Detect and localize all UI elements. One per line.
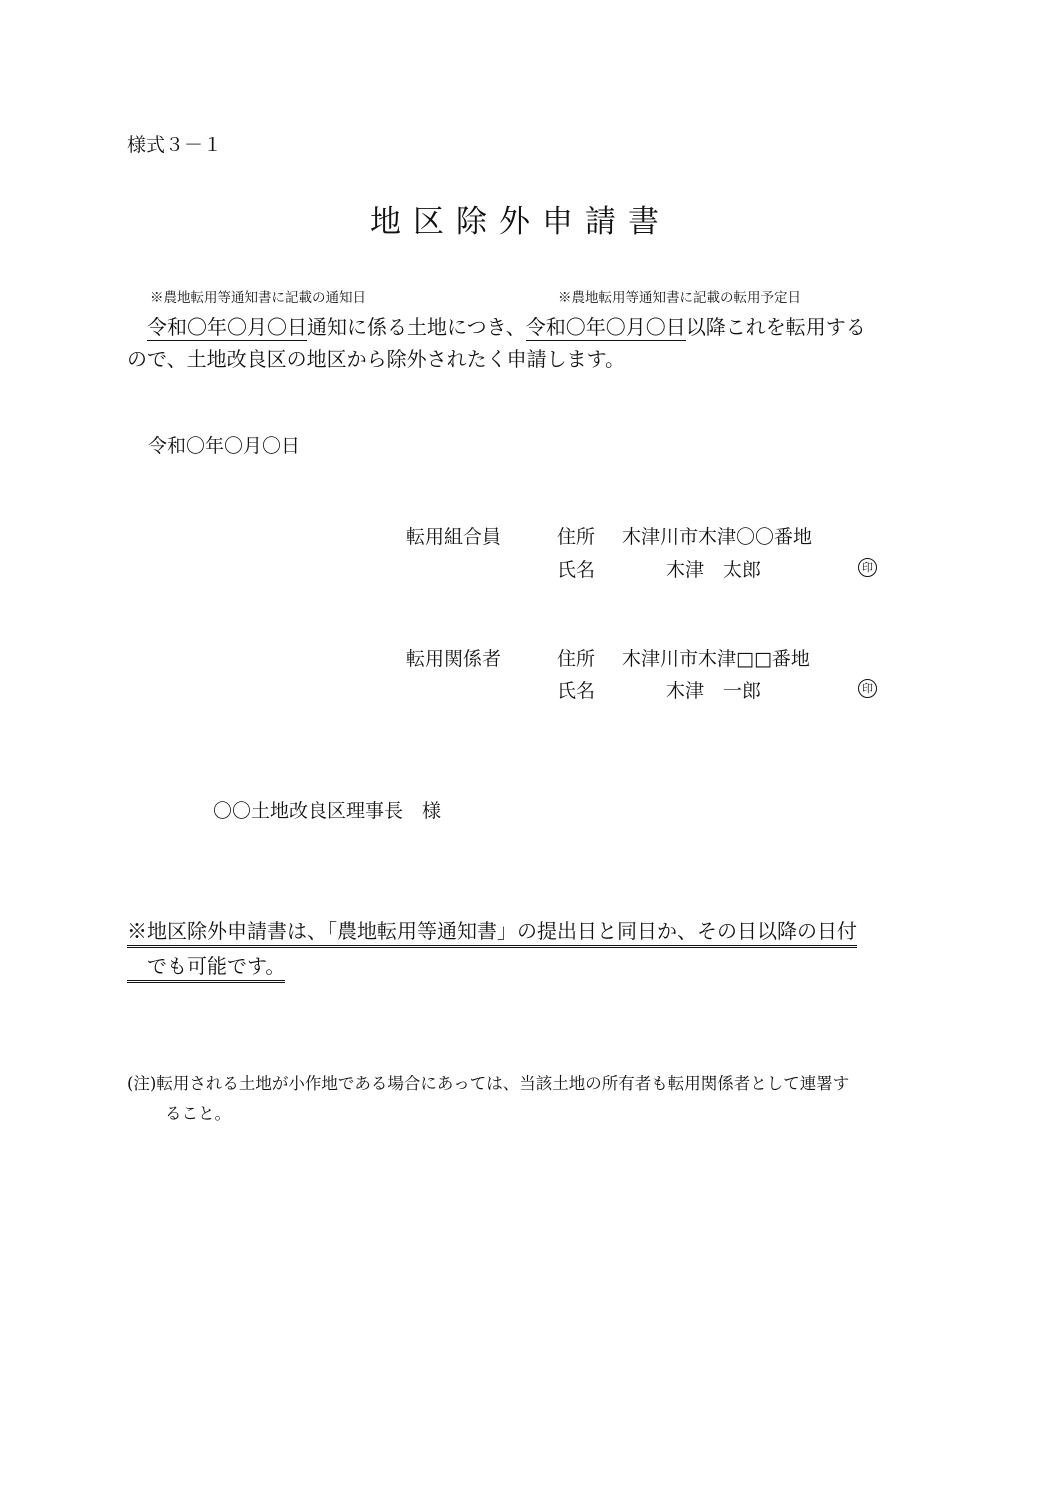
body-text-line2: ので、土地改良区の地区から除外されたく申請します。	[127, 347, 625, 371]
seal-icon: 印	[858, 558, 877, 577]
body-text-a: 通知に係る土地につき、	[307, 315, 526, 339]
footnote-line1: (注)転用される土地が小作地である場合にあっては、当該土地の所有者も転用関係者として連署す	[127, 1074, 850, 1093]
footnote-line2: ること。	[165, 1104, 231, 1123]
notification-date-note: ※農地転用等通知書に記載の通知日	[150, 290, 366, 306]
party-role-member: 転用組合員	[406, 526, 502, 548]
form-number: 様式３－１	[127, 134, 223, 156]
name-label: 氏名	[557, 559, 596, 581]
conversion-date-note: ※農地転用等通知書に記載の転用予定日	[558, 290, 801, 306]
body-text-b: 以降これを転用する	[685, 315, 866, 339]
addressee: 〇〇土地改良区理事長 様	[213, 800, 442, 822]
important-note-line1: ※地区除外申請書は、「農地転用等通知書」の提出日と同日か、その日以降の日付	[127, 915, 857, 944]
document-title: 地区除外申請書	[370, 204, 671, 240]
related-name[interactable]: 木津 一郎	[666, 680, 762, 702]
related-address[interactable]: 木津川市木津□□番地	[622, 648, 810, 670]
body-text-line1	[127, 311, 866, 340]
address-label: 住所	[557, 526, 596, 548]
notification-date-field[interactable]: 令和〇年〇月〇日	[147, 315, 307, 339]
member-name[interactable]: 木津 太郎	[666, 559, 762, 581]
name-label: 氏名	[557, 680, 596, 702]
address-label: 住所	[557, 648, 596, 670]
conversion-date-field[interactable]: 令和〇年〇月〇日	[525, 315, 686, 339]
party-role-related: 転用関係者	[406, 648, 502, 670]
application-date[interactable]: 令和〇年〇月〇日	[148, 435, 301, 457]
seal-icon: 印	[858, 679, 877, 698]
important-note-line2: でも可能です。	[127, 950, 285, 979]
member-address[interactable]: 木津川市木津〇〇番地	[622, 526, 813, 548]
